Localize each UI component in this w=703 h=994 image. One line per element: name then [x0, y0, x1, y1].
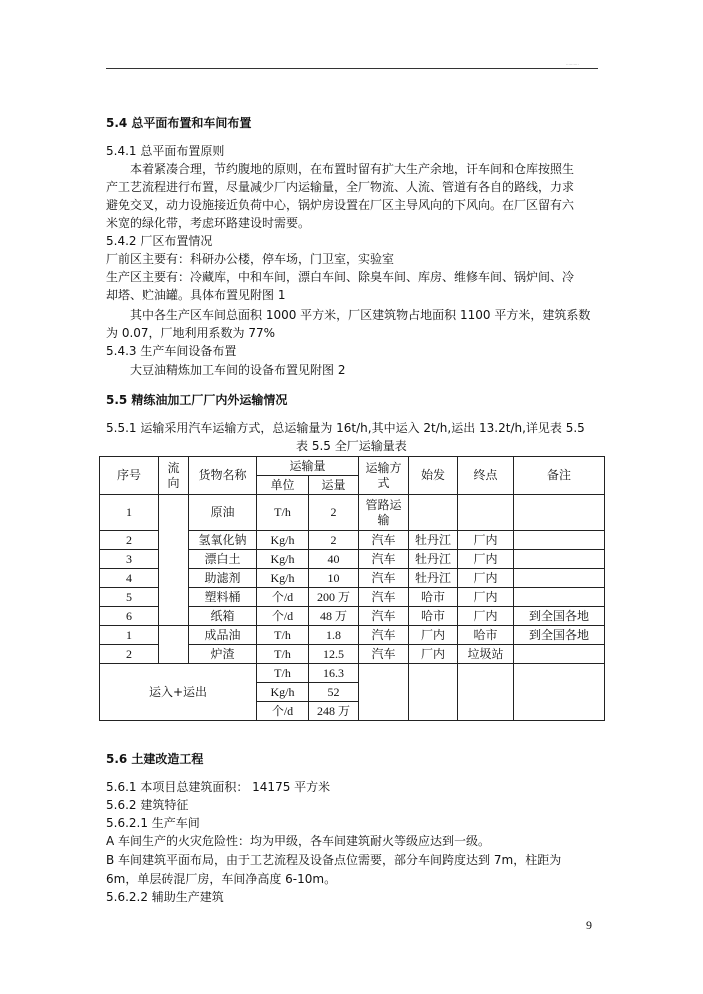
para-line: 避免交叉，动力设施接近负荷中心，锅炉房设置在厂区主导风向的下风向。在厂区留有六	[106, 198, 575, 212]
header-dest: 终点	[458, 457, 514, 495]
total-row: Kg/h 52	[100, 683, 605, 702]
section-5-5-title: 5.5 精练油加工厂厂内外运输情况	[106, 393, 288, 407]
area-line: 其中各生产区车间总面积 1000 平方米，厂区建筑物占地面积 1100 平方米，建筑系数	[130, 308, 591, 322]
production-area-line: 却塔、贮油罐。具体布置见附图 1	[106, 288, 286, 302]
table-caption: 表 5.5 全厂运输量表	[296, 439, 407, 453]
header-origin: 始发	[409, 457, 458, 495]
table-row: 1 原油 T/h 2 管路运 输	[100, 495, 605, 531]
line-5-6-2: 5.6.2 建筑特征	[106, 798, 189, 812]
transport-table	[99, 456, 605, 721]
table-row: 2 氢氧化钠 Kg/h 2 汽车 牡丹江 厂内	[100, 531, 605, 550]
section-5-6-title: 5.6 土建改造工程	[106, 752, 204, 766]
header-mode: 运输方 式	[359, 457, 409, 495]
sub-5-4-3: 5.4.3 生产车间设备布置	[106, 344, 237, 358]
line-5-6-2-2: 5.6.2.2 辅助生产建筑	[106, 890, 224, 904]
flow-in-cell	[159, 495, 189, 626]
header-seq: 序号	[100, 457, 159, 495]
transport-line: 5.5.1 运输采用汽车运输方式，总运输量为 16t/h,其中运入 2t/h,运出 13.2t/h,详见表 5.5	[106, 421, 585, 435]
table-row: 6 纸箱 个/d 48 万 汽车 哈市 厂内 到全国各地	[100, 607, 605, 626]
area-line: 为 0.07，厂地利用系数为 77%	[106, 326, 276, 340]
table-row: 2 炉渣 T/h 12.5 汽车 厂内 垃圾站	[100, 645, 605, 664]
total-label: 运入+运出	[100, 664, 257, 721]
sub-5-4-1: 5.4.1 总平面布置原则	[106, 144, 225, 158]
sub-5-4-2: 5.4.2 厂区布置情况	[106, 234, 213, 248]
para-line: 本着紧凑合理，节约腹地的原则，在布置时留有扩大生产余地，讦车间和仓库按照生	[130, 162, 575, 176]
header-flow: 流 向	[159, 457, 189, 495]
total-row: 运入+运出 T/h 16.3	[100, 664, 605, 683]
section-5-4-title: 5.4 总平面布置和车间布置	[106, 116, 252, 130]
header-remark: 备注	[514, 457, 605, 495]
line-b-cont: 6m，单层砖混厂房，车间净高度 6-10m。	[106, 872, 337, 886]
flow-out-cell	[159, 626, 189, 664]
header-rule	[106, 68, 598, 69]
table-row: 5 塑料桶 个/d 200 万 汽车 哈市 厂内	[100, 588, 605, 607]
production-area-line: 生产区主要有：冷藏库，中和车间，漂白车间、除臭车间、库房、维修车间、锅炉间、冷	[106, 270, 575, 284]
line-b: B 车间建筑平面布局，由于工艺流程及设备点位需要，部分车间跨度达到 7m，柱距为	[106, 853, 562, 867]
total-row: 个/d 248 万	[100, 702, 605, 721]
line-5-6-2-1: 5.6.2.1 生产车间	[106, 816, 200, 830]
header-goods: 货物名称	[189, 457, 257, 495]
para-line: 米宽的绿化带，考虑环路建设时需要。	[106, 216, 311, 230]
header-unit: 单位	[257, 476, 309, 495]
table-row: 3 漂白土 Kg/h 40 汽车 牡丹江 厂内	[100, 550, 605, 569]
header-mark: ··········	[566, 62, 579, 67]
para-line: 产工艺流程进行布置，尽量减少厂内运输量，全厂物流、人流、管道有各自的路线，力求	[106, 180, 575, 194]
header-amount: 运量	[309, 476, 359, 495]
table-row: 4 助滤剂 Kg/h 10 汽车 牡丹江 厂内	[100, 569, 605, 588]
page-number: 9	[586, 918, 592, 932]
line-5-6-1: 5.6.1 本项目总建筑面积： 14175 平方米	[106, 780, 331, 794]
header-volume: 运输量	[257, 457, 359, 476]
equipment-line: 大豆油精炼加工车间的设备布置见附图 2	[130, 363, 346, 377]
line-a: A 车间生产的火灾危险性：均为甲级，各车间建筑耐火等级应达到一级。	[106, 834, 491, 848]
front-area-line: 厂前区主要有：科研办公楼，停车场，门卫室，实验室	[106, 252, 395, 266]
table-row: 1 成品油 T/h 1.8 汽车 厂内 哈市 到全国各地	[100, 626, 605, 645]
